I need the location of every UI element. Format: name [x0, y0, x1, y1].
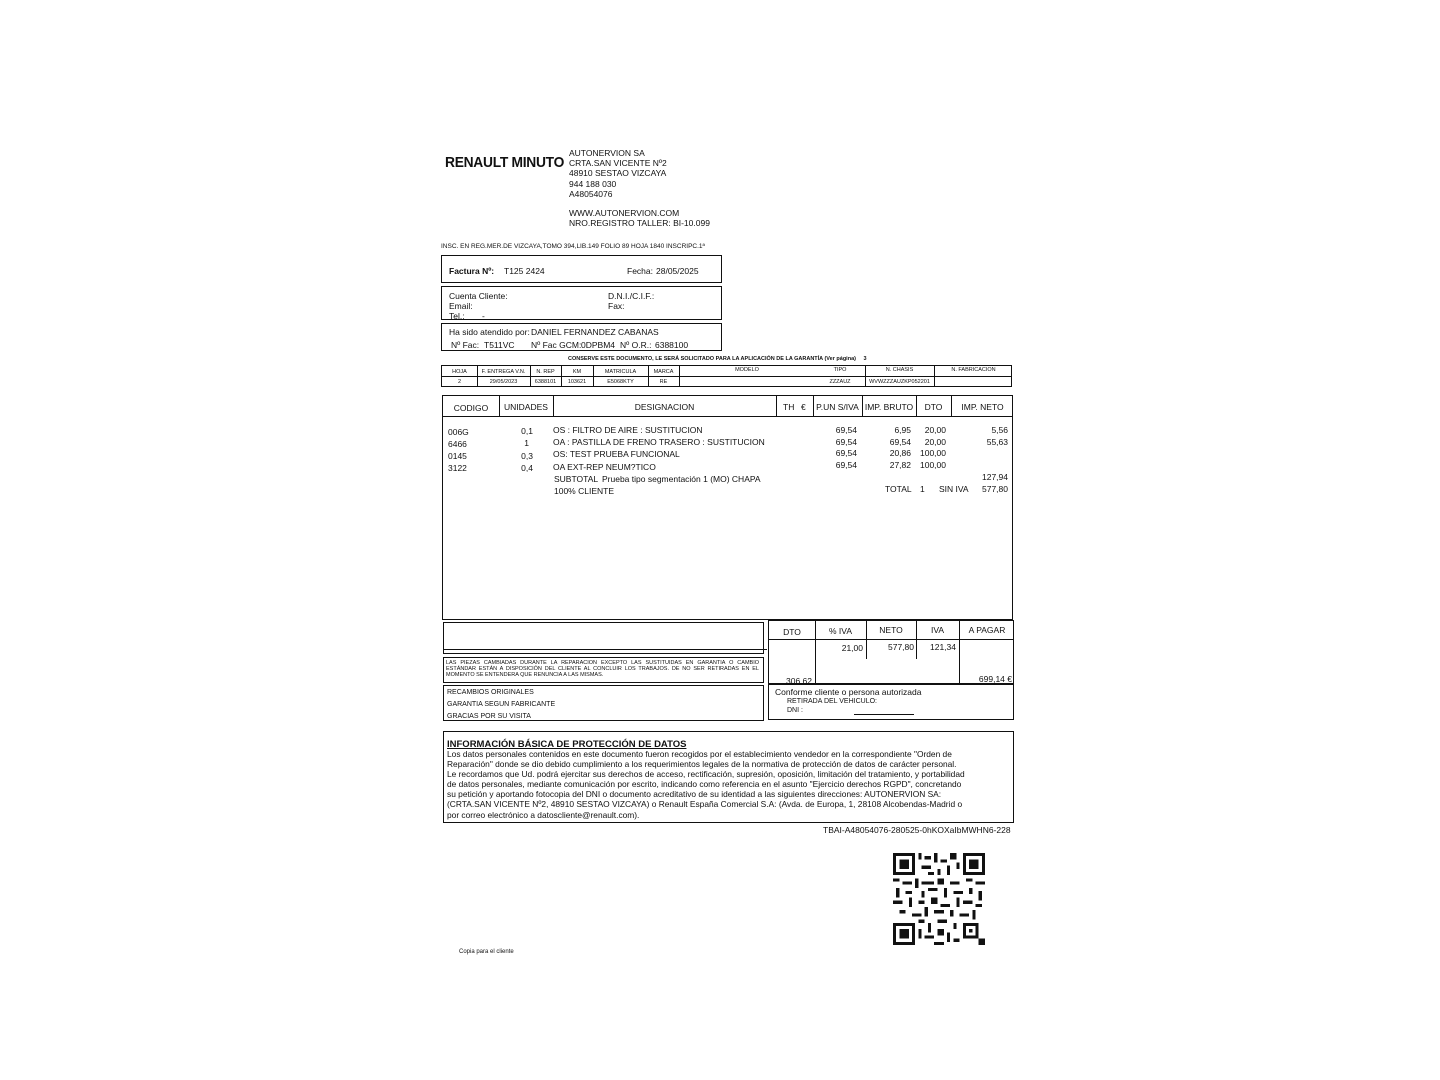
company-web-block: [569, 208, 710, 228]
summary-apagar-header: A PAGAR: [968, 625, 1006, 635]
registry-inscription: INSC. EN REG.MER.DE VIZCAYA,TOMO 394,LIB.149 FOLIO 89 HOJA 1840 INSCRIPC.1ª: [441, 243, 705, 250]
privacy-line: de datos personales, mediante comunicación por escrito, indicando como referencia en el asunto "Ejercicio derechos RGPD", concretando: [447, 779, 962, 790]
fax-label: Fax:: [608, 301, 625, 311]
item-pun: 69,54: [835, 448, 857, 458]
vehicle-header: MODELO: [735, 367, 759, 373]
item-bruto: 69,54: [889, 437, 911, 447]
summary-iva-value: 121,34: [930, 642, 956, 652]
col-bruto-header: IMP. BRUTO: [864, 402, 914, 412]
subtotal-value: 127,94: [982, 472, 1008, 482]
summary-pct-iva-value: 21,00: [841, 643, 863, 653]
vehicle-value: 103621: [567, 379, 587, 385]
col-codigo-header: CODIGO: [453, 403, 489, 413]
tel-label: Tel.:: [449, 311, 465, 321]
vehicle-value: 29/05/2023: [489, 379, 518, 385]
privacy-line: Le recordamos que Ud. podrá ejercitar sus derechos de acceso, rectificación, supresión, oposición, limitación del tratamiento, y portabilidad: [447, 769, 965, 780]
gcm-value: 0DPBM4: [581, 340, 616, 350]
registro-taller: NRO.REGISTRO TALLER: BI-10.099: [569, 218, 710, 229]
vehicle-value: 2: [457, 379, 462, 385]
item-codigo: 6466: [448, 439, 467, 449]
vehicle-header: MATRICULA: [604, 369, 637, 375]
company-line: 48910 SESTAO VIZCAYA: [569, 168, 667, 179]
company-line: 944 188 030: [569, 178, 617, 189]
company-line: CRTA.SAN VICENTE Nº2: [569, 158, 667, 169]
footer-line: RECAMBIOS ORIGINALES: [447, 689, 534, 696]
cliente-percent: 100% CLIENTE: [554, 486, 614, 496]
item-bruto: 6,95: [894, 425, 911, 435]
item-unidades: 0,3: [521, 451, 533, 461]
subtotal-label: SUBTOTAL: [554, 474, 599, 484]
conforme-box: [768, 684, 1014, 720]
item-dto: 100,00: [920, 448, 946, 458]
notes-box: [443, 622, 764, 654]
privacy-box: [443, 731, 1014, 823]
vehicle-table: [441, 365, 1012, 387]
conforme-title: Conforme cliente o persona autorizada: [775, 687, 922, 697]
piezas-note-box: [443, 657, 764, 683]
client-box: [441, 286, 722, 320]
company-line: A48054076: [569, 188, 613, 199]
total-value: 577,80: [982, 484, 1008, 494]
fecha-label: Fecha:: [627, 266, 653, 276]
vehicle-header: F. ENTREGA V.N.: [481, 369, 526, 375]
company-line: AUTONERVION SA: [569, 148, 645, 158]
privacy-line: Reparación" donde se dio debido cumplimiento a los requerimientos legales de la normativa de protección de datos de carácter personal.: [447, 759, 957, 770]
vehicle-header: N. REP: [536, 369, 555, 375]
col-th-header: TH: [783, 402, 795, 412]
col-neto-header: IMP. NETO: [961, 402, 1004, 412]
item-designacion: OA EXT-REP NEUM?TICO: [553, 462, 656, 472]
signature-line: [854, 714, 914, 715]
nfac-value: T511VC: [484, 340, 515, 350]
summary-dto-value: 306,62: [786, 676, 812, 686]
privacy-title: INFORMACIÓN BÁSICA DE PROTECCIÓN DE DATOS: [447, 739, 687, 750]
vehicle-value: WVWZZZAUZKP052201: [869, 379, 930, 385]
copy-note: Copia para el cliente: [459, 949, 514, 955]
gcm-label: Nº Fac GCM:: [531, 340, 582, 350]
company-address: [569, 148, 667, 199]
tbai-code: TBAI-A48054076-280525-0hKOXaIbMWHN6-228: [823, 825, 1011, 835]
vehicle-header: N. FABRICACION: [951, 367, 996, 373]
item-codigo: 0145: [448, 451, 467, 461]
or-label: Nº O.R.:: [620, 340, 652, 350]
vehicle-header: HOJA: [452, 369, 467, 375]
item-pun: 69,54: [835, 437, 857, 447]
cuenta-cliente-label: Cuenta Cliente:: [449, 291, 508, 301]
summary-neto-header: NETO: [879, 625, 903, 635]
vehicle-value: RE: [659, 379, 668, 385]
item-dto: 20,00: [924, 425, 946, 435]
summary-table: [768, 620, 1014, 684]
brand-logo: RENAULT MINUTO: [445, 154, 565, 171]
item-unidades: 1: [524, 438, 529, 448]
vehicle-value: 6388101: [534, 379, 557, 385]
fecha-value: 28/05/2025: [656, 266, 699, 276]
col-pun-header: P.UN S/IVA: [816, 402, 859, 412]
item-dto: 20,00: [924, 437, 946, 447]
col-dto-header: DTO: [924, 402, 943, 412]
summary-pct-iva-header: % IVA: [829, 626, 852, 636]
conserve-page-number: 3: [863, 356, 867, 362]
item-neto: 55,63: [986, 437, 1008, 447]
summary-iva-header: IVA: [930, 625, 945, 635]
footer-left-box: [443, 685, 764, 721]
privacy-line: por correo electrónico a datoscliente@renault.com).: [447, 809, 640, 820]
attended-label: Ha sido atendido por:: [449, 327, 530, 337]
col-designacion-header: DESIGNACION: [634, 402, 695, 412]
item-unidades: 0,4: [521, 463, 533, 473]
footer-line: GARANTIA SEGUN FABRICANTE: [447, 701, 556, 708]
summary-neto-value: 577,80: [888, 642, 914, 652]
item-pun: 69,54: [835, 460, 857, 470]
attended-name: DANIEL FERNANDEZ CABANAS: [531, 327, 659, 337]
total-label: TOTAL: [885, 484, 912, 494]
dni-label: D.N.I./C.I.F.:: [608, 291, 655, 301]
nfac-label: Nº Fac:: [451, 340, 480, 350]
item-pun: 69,54: [835, 425, 857, 435]
conserve-text: CONSERVE ESTE DOCUMENTO, LE SERÁ SOLICITADO PARA LA APLICACIÓN DE LA GARANTÍA (Ver página): [568, 356, 856, 362]
vehicle-value: E5068KTY: [607, 379, 634, 385]
vehicle-header: N. CHASIS: [885, 367, 914, 373]
items-table: [442, 395, 1013, 620]
tel-value: -: [482, 311, 485, 321]
invoice-number-box: [441, 255, 722, 283]
item-codigo: 006G: [448, 427, 469, 437]
retirada-label: RETIRADA DEL VEHICULO:: [787, 698, 877, 705]
attended-box: [441, 323, 722, 351]
summary-dto-header: DTO: [783, 627, 801, 637]
footer-line: GRACIAS POR SU VISITA: [447, 713, 531, 720]
item-unidades: 0,1: [521, 426, 533, 436]
item-dto: 100,00: [920, 460, 946, 470]
item-neto: 5,56: [991, 425, 1008, 435]
factura-label: Factura Nº:: [449, 266, 495, 276]
subtotal-description: Prueba tipo segmentación 1 (MO) CHAPA: [602, 474, 761, 484]
vehicle-header: KM: [572, 369, 582, 375]
factura-value: T125 2424: [504, 266, 545, 276]
email-label: Email:: [449, 301, 473, 311]
vehicle-header: MARCA: [653, 369, 674, 375]
dni-signature-label: DNI :: [787, 707, 803, 714]
company-website: WWW.AUTONERVION.COM: [569, 208, 680, 218]
item-designacion: OS: TEST PRUEBA FUNCIONAL: [553, 449, 680, 459]
item-designacion: OA : PASTILLA DE FRENO TRASERO : SUSTITUCION: [553, 437, 765, 447]
item-designacion: OS : FILTRO DE AIRE : SUSTITUCION: [553, 425, 703, 435]
privacy-line: su petición y aportando fotocopia del DNI o documento acreditativo de su identidad a las siguientes direcciones: AUTONERVION SA:: [447, 789, 942, 800]
vehicle-header: TIPO: [833, 367, 847, 373]
qr-code-icon: [893, 853, 985, 945]
col-unidades-header: UNIDADES: [504, 402, 548, 412]
summary-apagar-value: 699,14 €: [978, 674, 1012, 684]
vehicle-value: ZZZAUZ: [829, 379, 851, 385]
item-codigo: 3122: [448, 463, 467, 473]
total-siniva: SIN IVA: [939, 484, 969, 494]
conserve-notice: [568, 356, 867, 362]
total-number: 1: [920, 484, 925, 494]
privacy-line: Los datos personales contenidos en este documento fueron recogidos por el establecimiento vendedor en la correspondiente "Orden de: [447, 749, 952, 759]
or-value: 6388100: [655, 340, 689, 350]
col-euro-header: €: [801, 402, 806, 412]
privacy-text: [447, 749, 965, 820]
privacy-line: (CRTA.SAN VICENTE Nº2, 48910 SESTAO VIZCAYA) o Renault España Comercial S.A: (Avda. de Europa, 1, 28108 Alcobendas-Madrid o: [447, 799, 963, 810]
item-bruto: 20,86: [889, 448, 911, 458]
item-bruto: 27,82: [889, 460, 911, 470]
piezas-note: LAS PIEZAS CAMBIADAS DURANTE LA REPARACION EXCEPTO LAS SUSTITUIDAS EN GARANTIA O CAMBIO ESTÁNDAR ESTÁN A DISPOSICIÓN DEL CLIENTE AL CONCLUIR LOS TRABAJOS. DE NO SER RETIRADAS EN EL MOMENTO SE ENTENDERA QUE RENUNCIA A LAS MISMAS.: [446, 660, 759, 679]
